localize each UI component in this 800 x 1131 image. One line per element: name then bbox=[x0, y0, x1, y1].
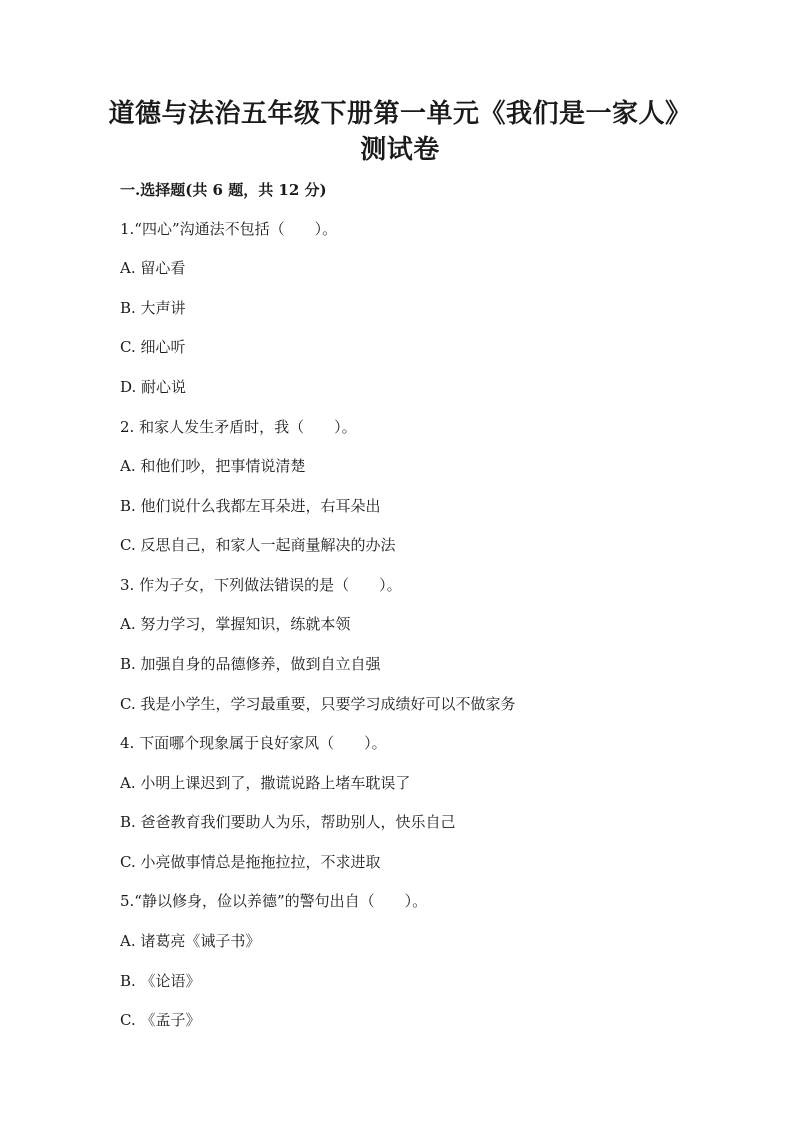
question-3-option-b: B. 加强自身的品德修养，做到自立自强 bbox=[120, 655, 381, 673]
question-2-option-c: C. 反思自己，和家人一起商量解决的办法 bbox=[120, 536, 396, 554]
question-1-option-d: D. 耐心说 bbox=[120, 378, 187, 396]
question-2-option-b: B. 他们说什么我都左耳朵进，右耳朵出 bbox=[120, 497, 381, 515]
question-4-stem: 4. 下面哪个现象属于良好家风（ ）。 bbox=[120, 734, 387, 752]
question-1-option-b: B. 大声讲 bbox=[120, 299, 186, 317]
question-1-option-a: A. 留心看 bbox=[120, 259, 186, 277]
question-3-option-a: A. 努力学习，掌握知识，练就本领 bbox=[120, 615, 351, 633]
question-5-option-a: A. 诸葛亮《诫子书》 bbox=[120, 932, 261, 950]
question-5-option-c: C. 《孟子》 bbox=[120, 1011, 201, 1029]
question-5-option-b: B. 《论语》 bbox=[120, 972, 201, 990]
question-4-option-b: B. 爸爸教育我们要助人为乐，帮助别人，快乐自己 bbox=[120, 813, 456, 831]
question-4-option-c: C. 小亮做事情总是拖拖拉拉，不求进取 bbox=[120, 853, 381, 871]
question-2-option-a: A. 和他们吵，把事情说清楚 bbox=[120, 457, 306, 475]
page-subtitle: 测试卷 bbox=[360, 135, 440, 165]
question-1-stem: 1.“四心”沟通法不包括（ ）。 bbox=[120, 220, 338, 238]
question-3-stem: 3. 作为子女，下列做法错误的是（ ）。 bbox=[120, 576, 402, 594]
question-1-option-c: C. 细心听 bbox=[120, 338, 186, 356]
section-heading: 一.选择题(共 6 题，共 12 分) bbox=[120, 181, 327, 199]
page-title: 道德与法治五年级下册第一单元《我们是一家人》 bbox=[108, 99, 692, 129]
question-2-stem: 2. 和家人发生矛盾时，我（ ）。 bbox=[120, 418, 357, 436]
question-5-stem: 5.“静以修身，俭以养德”的警句出自（ ）。 bbox=[120, 892, 428, 910]
question-3-option-c: C. 我是小学生，学习最重要，只要学习成绩好可以不做家务 bbox=[120, 695, 516, 713]
question-4-option-a: A. 小明上课迟到了，撒谎说路上堵车耽误了 bbox=[120, 774, 411, 792]
